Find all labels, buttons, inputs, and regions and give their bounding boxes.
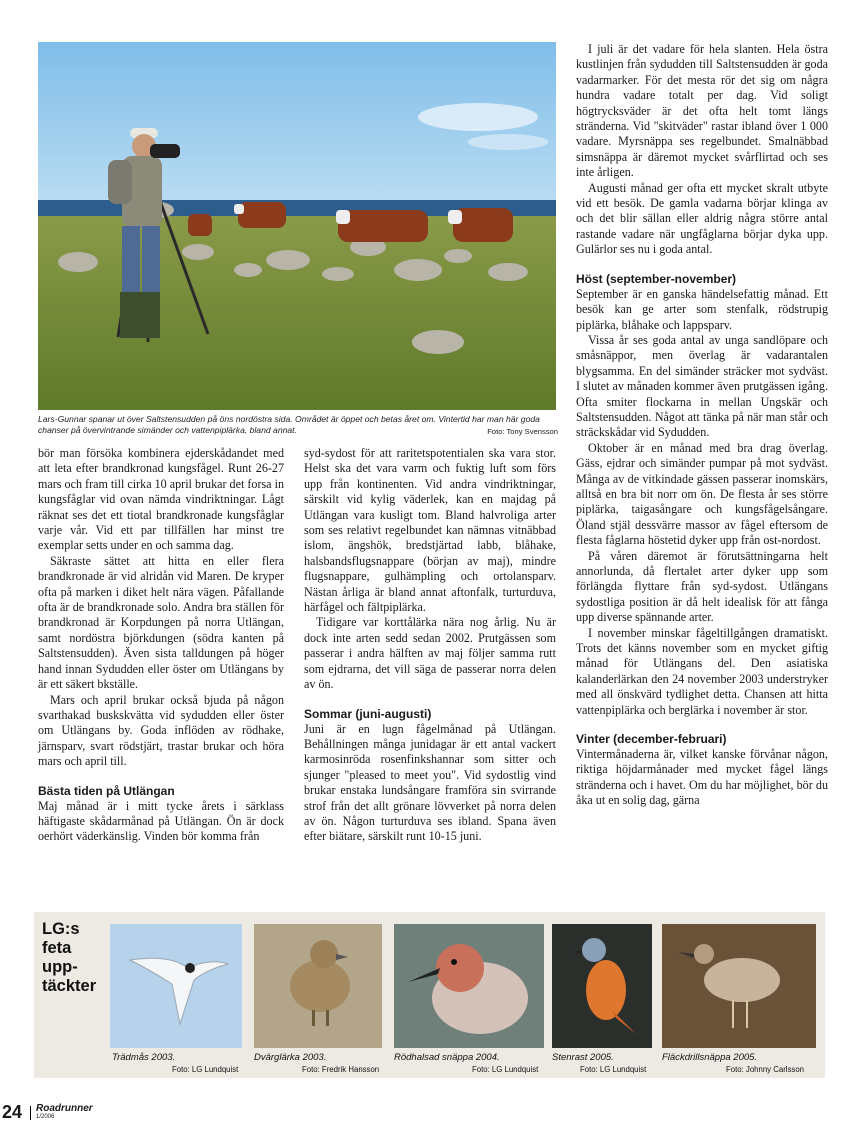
footer-divider	[30, 1106, 31, 1120]
gallery-caption: Dvärglärka 2003.	[254, 1052, 327, 1063]
lark-image	[254, 924, 382, 1048]
gallery-credit: Foto: LG Lundquist	[472, 1065, 539, 1074]
page-number: 24	[2, 1102, 23, 1122]
gull-image	[110, 924, 242, 1048]
sandpiper-photo	[662, 924, 816, 1048]
article-column-2	[304, 446, 556, 845]
magazine-name: Roadrunner	[36, 1103, 93, 1114]
paragraph: Mars och april brukar också bjuda på någon svarthakad buskskvätta vid sydudden eller öster om Utlängans by. Goda inflöden av rödhake, järnsparv, svart rödstjärt, trastar brukar och höra mars och april till.	[38, 692, 284, 769]
gallery-caption: Rödhalsad snäppa 2004.	[394, 1052, 500, 1063]
paragraph: Vintermånaderna är, vilket kanske förvånar någon, riktiga höjdarmånader med mycket fågel längs stränderna och i havet. Om du har möjlighet, bör du åka ut en solig dag, gärna	[576, 747, 828, 808]
paragraph: Säkraste sättet att hitta en eller flera brandkronade är vid alridån vid Maren. De kryper ofta på marken i diket helt nära vägen. Påfallande ofta är de brandkronade solo. Andra bra ställen för brandkronad är Korpdungen på norra Utlängan, samt nordöstra björkdungen (södra kanten på Saltstensudden). Även sista talldungen på höger hand innan Sydudden eller öster om Utlängans by är ett säkert bkställe.	[38, 553, 284, 692]
gallery-credit: Foto: Fredrik Hansson	[302, 1065, 380, 1074]
paragraph: I november minskar fågeltillgången dramatiskt. Trots det känns november som en mycket giftig månad för Utlängans del. Den asiatiska kalanderlärkan den 24 november 2003 understryker med all önskvärd tydlighet detta. Chansen att hitta vattenpiplärka och berglärka i november är stor.	[576, 625, 828, 717]
rockthrush-image	[552, 924, 652, 1048]
paragraph: Juni är en lugn fågelmånad på Utlängan. Behållningen många junidagar är ett antal vackert karmosinröda rosenfinkshannar som sitter och sjunger "pleased to meet you". Vid sydostlig vind brukar enstaka lundsångare framföra sin svirrande strof från det allt grönare lövverket på norra delen av ön. Någon turturduva ses ibland. Spana även efter biätare, särskilt runt 10-15 juni.	[304, 721, 556, 844]
section-heading-basta-tiden: Bästa tiden på Utlängan	[38, 783, 175, 798]
section-heading-sommar: Sommar (juni-augusti)	[304, 706, 432, 721]
stint-image	[394, 924, 544, 1048]
photo-credit: Foto: Tony Svensson	[487, 427, 558, 436]
paragraph: Vissa år ses goda antal av unga sandlöpare och småsnäppor, men överlag är vadarantalen blygsamma. En del simänder sträcker mot sydväst. I slutet av månaden kommer även prutgässen igång. Ofta smiter flockarna in mellan Ungskär och Saltstensudden. Något att tänka på när man står och sträckskådar vid Sydudden.	[576, 332, 828, 440]
paragraph: I juli är det vadare för hela slanten. Hela östra kustlinjen från sydudden till Saltstensudden är goda vadarmarker. För det mesta rör det sig om några hundra vadare totalt per dag. Vid soligt högtrycksväder är det ofta helt tomt längs stränderna. Vid "skitväder" rastar ibland över 1 000 vadare. Myrsnäppa ses regelbundet. Smalnäbbad simsnäppa är däremot mycket svårflirtad och ses inte årligen.	[576, 42, 828, 180]
paragraph: Oktober är en månad med bra drag överlag. Gäss, ejdrar och simänder pumpar på mot sydväst. Många av de vitkindade gässen passerar inomskärs, alltså en bra bit norr om ön. De flesta år ses större piplärka, taigasångare och kungsfågelsångare. Öland stjäl dessvärre massor av fågel eftersom de flesta fåglarna höstetid dyker upp från ost-nordost.	[576, 440, 828, 548]
gallery-credit: Foto: Johnny Carlsson	[726, 1065, 805, 1074]
photo-caption	[38, 414, 558, 437]
page-footer	[0, 1100, 300, 1121]
section-heading-vinter: Vinter (december-februari)	[576, 732, 727, 747]
gallery-caption: Stenrast 2005.	[552, 1052, 614, 1063]
gallery-caption: Trädmås 2003.	[112, 1052, 176, 1063]
gallery-title: LG:s feta upp- täckter	[42, 920, 97, 995]
paragraph: bör man försöka kombinera ejderskådandet med att leta efter brandkronad kungsfågel. Runt 26-27 mars och fram till cirka 10 april brukar det forsa in kungsfåglar vid ovan nämda vindriktningar. Lågt räknat ses det ett tiotal brandkronade kungsfåglar varje vår. Vid ett par tillfällen har minst tre exemplar setts under en och samma dag.	[38, 446, 284, 553]
sandpiper-image	[662, 924, 816, 1048]
paragraph: Augusti månad ger ofta ett mycket skralt utbyte vid ett besök. De gamla vadarna börjar klinga av och det blir sällan eller aldrig några större antal rastande vadare när ungfåglarna börjar dyka upp. Gulärlor ses nu i goda antal.	[576, 180, 828, 257]
gallery-credit: Foto: LG Lundquist	[172, 1065, 239, 1074]
birdwatcher-landscape-image	[38, 42, 556, 410]
photo-caption-text: Lars-Gunnar spanar ut över Saltstensudden på öns nordöstra sida. Området är öppet och betas året om. Vintertid har man här goda chanser på övervintrande simänder och vattenpiplärka, bland annat.	[38, 414, 540, 435]
paragraph: Maj månad är i mitt tycke årets i särklass häftigaste skådarmånad på Utlängan. Ön är dock oerhört väderkänslig. Vinden bör komma från	[38, 798, 284, 844]
stint-photo	[394, 924, 544, 1048]
paragraph: Tidigare var korttålärka nära nog årlig. Nu är dock inte arten sedd sedan 2002. Prutgässen som passerar i andra hälften av maj följer samma rutt som ejdrarna, det vill säga de passerar norra delen av ön.	[304, 615, 556, 692]
section-heading-host: Höst (september-november)	[576, 271, 737, 286]
paragraph: På våren däremot är förutsättningarna helt annorlunda, då flertalet arter dyker upp som förlängda flyttare från syd-sydost. Utlängans sydostliga position är då helt idealisk för att fånga upp diverse spännande arter.	[576, 548, 828, 625]
article-column-3	[576, 42, 828, 809]
paragraph: September är en ganska händelsefattig månad. Ett besök kan ge arter som stenfalk, rödstrupig piplärka, blåhake och lappsparv.	[576, 286, 828, 332]
issue-number: 1/2006	[36, 1114, 55, 1120]
main-photo	[38, 42, 556, 410]
gull-photo	[110, 924, 242, 1048]
gallery-credit: Foto: LG Lundquist	[580, 1065, 647, 1074]
lark-photo	[254, 924, 382, 1048]
gallery-caption: Fläckdrillsnäppa 2005.	[662, 1052, 758, 1063]
photo-gallery	[34, 912, 825, 1078]
paragraph: syd-sydost för att raritetspotentialen ska vara stor. Helst ska det vara varm och fuktig luft som förs upp från kontinenten. Vid andra vindriktningar, särskilt vid kylig väderlek, kan en majdag på Utlängan vara kusligt tom. Bland halvroliga arter som ses relativt regelbundet kan nämnas vitnäbbad islom, ängshök, bredstjärtad labb, blåhake, halsbandsflugsnappare (början av maj), mindre flugsnappare, gulhämpling och ortolansparv. Nästan årliga är bland annat aftonfalk, turturduva, härfågel och fältpiplärka.	[304, 446, 556, 615]
rockthrush-photo	[552, 924, 652, 1048]
article-column-1	[38, 446, 284, 845]
